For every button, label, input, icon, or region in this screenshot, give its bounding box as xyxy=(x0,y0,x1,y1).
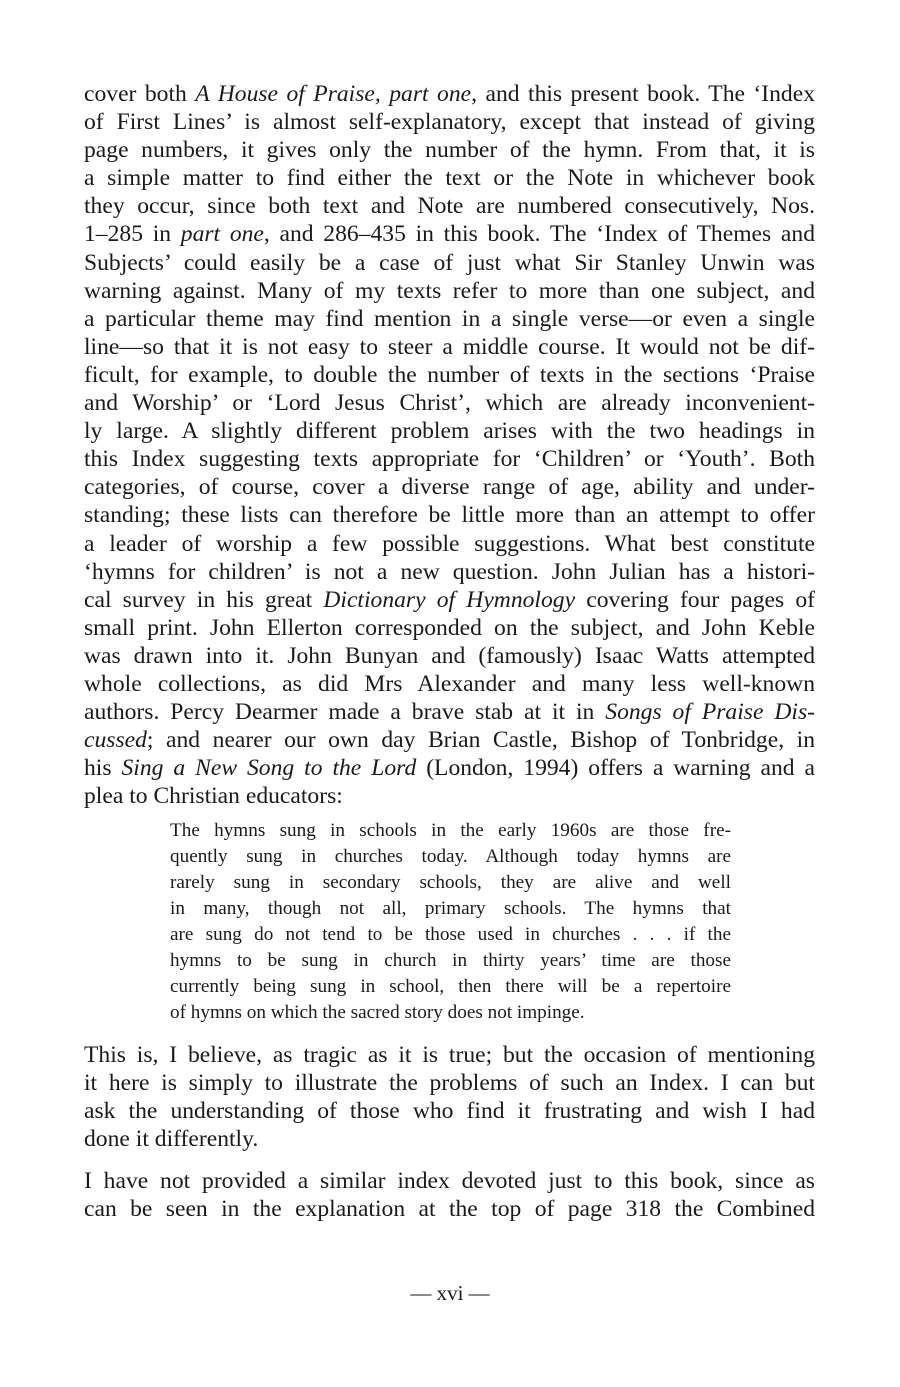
text-line: currently being sung in school, then there will be a repertoire xyxy=(170,975,731,997)
italic-title: A House of Praise, part one, xyxy=(195,81,478,107)
paragraph-index-explanation xyxy=(84,80,815,810)
text-line: rarely sung in secondary schools, they are alive and well xyxy=(170,872,731,894)
text-line: page numbers, it gives only the number of the hymn. From that, it is xyxy=(84,137,815,164)
text-line: cussed; and nearer our own day Brian Castle, Bishop of Tonbridge, in xyxy=(84,727,815,754)
text-line: plea to Christian educators: xyxy=(84,783,343,810)
text-line: quently sung in churches today. Although today hymns are xyxy=(170,846,731,868)
text-line: cover both A House of Praise, part one, and this present book. The ‘Index xyxy=(84,81,815,107)
italic-title: part one xyxy=(180,221,264,248)
text-line: ‘hymns for children’ is not a new question. John Julian has a histori- xyxy=(84,558,815,585)
text-line: ly large. A slightly different problem arises with the two headings in xyxy=(84,418,815,445)
text-line: small print. John Ellerton corresponded on the subject, and John Keble xyxy=(84,614,815,641)
italic-title: Songs of Praise Dis- xyxy=(605,699,815,726)
text-line: are sung do not tend to be those used in churches . . . if the xyxy=(170,924,731,946)
text-line: was drawn into it. John Bunyan and (famously) Isaac Watts attempted xyxy=(84,642,815,669)
block-quote-brian-castle xyxy=(170,818,731,1025)
text-line: ask the understanding of those who find it frustrating and wish I had xyxy=(84,1097,815,1124)
text-line: I have not provided a similar index devoted just to this book, since as xyxy=(84,1168,815,1195)
page-number-folio: — xvi — xyxy=(410,1281,490,1305)
text-line: hymns to be sung in church in thirty years’ time are those xyxy=(170,949,731,971)
text-line: and Worship’ or ‘Lord Jesus Christ’, which are already inconvenient- xyxy=(84,390,815,417)
text-line: ficult, for example, to double the number of texts in the sections ‘Praise xyxy=(84,361,815,388)
paragraph-no-similar-index xyxy=(84,1167,815,1223)
text-line: whole collections, as did Mrs Alexander and many less well-known xyxy=(84,670,815,697)
paragraph-tragic-as-true xyxy=(84,1041,815,1153)
text-line: This is, I believe, as tragic as it is true; but the occasion of mentioning xyxy=(84,1041,815,1068)
text-line: categories, of course, cover a diverse range of age, ability and under- xyxy=(84,474,815,501)
text-line: they occur, since both text and Note are numbered consecutively, Nos. xyxy=(84,193,815,220)
text-line: cal survey in his great Dictionary of Hymnology covering four pages of xyxy=(84,586,815,613)
text-line: warning against. Many of my texts refer to more than one subject, and xyxy=(84,277,815,304)
text-line: line—so that it is not easy to steer a middle course. It would not be dif- xyxy=(84,333,815,360)
text-line: his Sing a New Song to the Lord (London, 1994) offers a warning and a xyxy=(84,755,815,782)
text-line: a leader of worship a few possible suggestions. What best constitute xyxy=(84,530,815,557)
text-line: done it differently. xyxy=(84,1125,259,1152)
text-line: a simple matter to find either the text or the Note in whichever book xyxy=(84,165,815,192)
text-line: it here is simply to illustrate the problems of such an Index. I can but xyxy=(84,1069,815,1096)
text-line: can be seen in the explanation at the top of page 318 the Combined xyxy=(84,1196,815,1223)
text-line: a particular theme may find mention in a single verse—or even a single xyxy=(84,305,815,332)
text-line: The hymns sung in schools in the early 1960s are those fre- xyxy=(170,820,731,842)
text-line: authors. Percy Dearmer made a brave stab at it in Songs of Praise Dis- xyxy=(84,699,815,726)
italic-title: Dictionary of Hymnology xyxy=(323,586,576,613)
text-line: in many, though not all, primary schools. The hymns that xyxy=(170,898,731,920)
text-line: this Index suggesting texts appropriate for ‘Children’ or ‘Youth’. Both xyxy=(84,446,815,473)
italic-title: cussed xyxy=(84,727,147,754)
page-body xyxy=(84,80,815,1223)
text-line: of hymns on which the sacred story does not impinge. xyxy=(170,1001,585,1023)
text-line: standing; these lists can therefore be little more than an attempt to offer xyxy=(84,502,815,529)
text-line: of First Lines’ is almost self-explanatory, except that instead of giving xyxy=(84,109,815,136)
text-line: 1–285 in part one, and 286–435 in this book. The ‘Index of Themes and xyxy=(84,221,815,248)
italic-title: Sing a New Song to the Lord xyxy=(121,755,417,782)
text-line: Subjects’ could easily be a case of just what Sir Stanley Unwin was xyxy=(84,249,815,276)
